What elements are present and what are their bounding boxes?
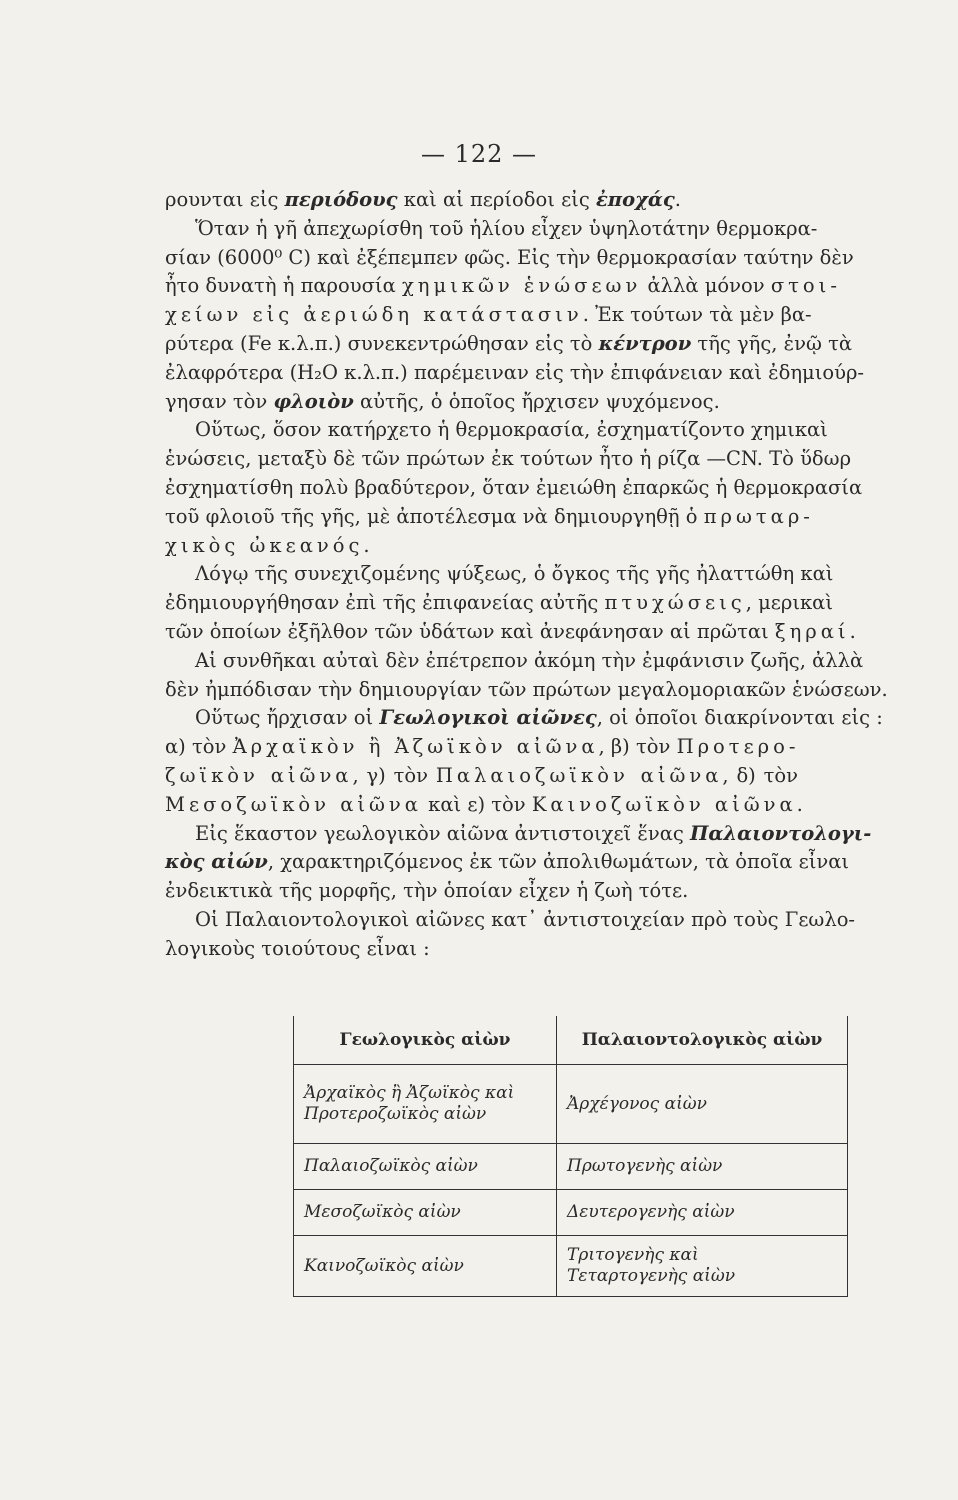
text-span: ρύτερα (Fe κ.λ.π.) συνεκεντρώθησαν εἰς τὸ	[165, 331, 599, 355]
text-span: Οὕτως, ὅσον κατήρχετο ἡ θερμοκρασία, ἐσχηματίζοντο χημικαὶ	[195, 418, 828, 442]
text-line	[165, 186, 798, 215]
cell-line: Τριτογενὴς καὶ	[567, 1245, 699, 1265]
text-line	[165, 848, 850, 877]
table-row	[294, 1144, 848, 1190]
text-span: . Ἐκ τούτων τὰ μὲν βα-	[582, 303, 812, 327]
cell-line: Τεταρτογενὴς αἰὼν	[567, 1266, 736, 1286]
text-line	[165, 272, 841, 301]
text-span: .	[674, 188, 681, 211]
table-cell	[294, 1065, 557, 1144]
text-span: .	[849, 619, 856, 643]
page-number: — 122 —	[420, 140, 538, 168]
text-span: καὶ ε) τὸν	[421, 792, 532, 816]
table-cell	[294, 1190, 557, 1236]
emphasis-term: περιόδους	[284, 188, 398, 211]
text-span: ρουνται εἰς	[165, 188, 285, 211]
text-line	[165, 560, 834, 589]
text-span: Αἱ συνθῆκαι αὐταὶ δὲν ἐπέτρεπον ἀκόμη τὴν ἐμφάνισιν ζωῆς, ἀλλὰ	[195, 648, 864, 672]
text-span: Οὕτως ἤρχισαν οἱ	[195, 706, 380, 730]
text-line	[165, 215, 818, 244]
text-span: ἐλαφρότερα (H₂O κ.λ.π.) παρέμειναν εἰς τὴν ἐπιφάνειαν καὶ ἐδημιούρ-	[165, 360, 865, 384]
cell-line: Παλαιοζωϊκὸς αἰὼν	[304, 1156, 478, 1176]
spaced-term: πτυχώσεις	[604, 591, 746, 615]
spaced-term: Ἀρχαϊκὸν ἢ Ἀζωϊκὸν αἰῶνα	[232, 735, 599, 759]
text-span: ἀλλὰ μόνον	[641, 274, 771, 298]
cell-line: Ἀρχαϊκὸς ἢ Ἀζωϊκὸς καὶ	[304, 1083, 515, 1103]
text-span: ἐσχηματίσθη πολὺ βραδύτερον, ὅταν ἐμειώθη ἐπαρκῶς ἡ θερμοκρασία	[165, 475, 863, 499]
text-line	[165, 589, 833, 618]
text-span: Ὅταν ἡ γῆ ἀπεχωρίσθη τοῦ ἡλίου εἶχεν ὑψηλοτάτην θερμοκρα-	[195, 216, 818, 240]
text-line	[165, 388, 798, 417]
emphasis-term: φλοιὸν	[273, 389, 354, 413]
cell-line: Μεσοζωϊκὸς αἰὼν	[304, 1202, 461, 1222]
text-line	[165, 877, 798, 906]
table-cell	[294, 1144, 557, 1190]
emphasis-term: κέντρον	[598, 331, 692, 355]
text-span: ἐνδεικτικὰ τῆς μορφῆς, τὴν ὁποίαν εἶχεν ἡ ζωὴ τότε.	[165, 879, 689, 903]
text-span: .	[796, 792, 803, 816]
text-span: , οἱ ὁποῖοι διακρίνονται εἰς :	[596, 706, 883, 730]
spaced-term: Προτερο-	[676, 735, 800, 759]
text-span: ἦτο δυνατὴ ἡ παρουσία	[165, 274, 402, 298]
text-line	[165, 676, 888, 705]
text-line	[165, 445, 852, 474]
body-text	[165, 186, 888, 964]
table-cell	[557, 1236, 848, 1297]
text-line	[165, 474, 863, 503]
cell-line: Ἀρχέγονος αἰὼν	[567, 1093, 707, 1114]
text-span: αὐτῆς, ὁ ὁποῖος ἤρχισεν ψυχόμενος.	[353, 389, 720, 413]
spaced-term: στοι-	[770, 274, 841, 298]
text-line	[165, 330, 853, 359]
text-span: ἐδημιουργήθησαν ἐπὶ τῆς ἐπιφανείας αὐτῆς	[165, 591, 605, 615]
spaced-term: ζωϊκὸν αἰῶνα	[165, 763, 353, 787]
spaced-term: ξηραί	[774, 619, 850, 643]
text-line	[165, 935, 798, 964]
text-span: δὲν ἠμπόδισαν τὴν δημιουργίαν τῶν πρώτων μεγαλομοριακῶν ἑνώσεων.	[165, 677, 888, 701]
text-line	[165, 301, 812, 330]
cell-line: Καινοζωϊκὸς αἰὼν	[304, 1255, 464, 1276]
table-cell	[294, 1236, 557, 1297]
text-span: Εἰς ἕκαστον γεωλογικὸν αἰῶνα ἀντιστοιχεῖ ἕνας	[195, 821, 690, 845]
table-cell	[557, 1144, 848, 1190]
text-span: τῶν ὁποίων ἐξῆλθον τῶν ὑδάτων καὶ ἀνεφάνησαν αἱ πρῶται	[165, 619, 775, 643]
text-line	[165, 762, 798, 791]
table-cell	[557, 1190, 848, 1236]
text-line	[165, 618, 856, 647]
cell-line: Δευτερογενὴς αἰὼν	[567, 1202, 735, 1222]
text-line	[165, 820, 872, 849]
text-span: ἑνώσεις, μεταξὺ δὲ τῶν πρώτων ἐκ τούτων ἦτο ἡ ρίζα —CN. Τὸ ὕδωρ	[165, 447, 852, 471]
emphasis-term: Παλαιοντολογι-	[690, 821, 872, 845]
text-line	[165, 791, 803, 820]
table-cell	[557, 1065, 848, 1144]
text-span: λογικοὺς τοιούτους εἶναι :	[165, 936, 430, 960]
text-line	[165, 733, 798, 762]
text-line	[165, 503, 814, 532]
text-span: γησαν τὸν	[165, 389, 274, 413]
spaced-term: χικὸς ὠκεανός	[165, 533, 364, 557]
text-span: καὶ αἱ περίοδοι εἰς	[397, 188, 596, 211]
text-line	[165, 647, 864, 676]
table-row	[294, 1236, 848, 1297]
text-span: , γ) τὸν	[352, 763, 436, 787]
spaced-term: πρωταρ-	[703, 504, 814, 528]
text-span: , μερικαὶ	[745, 591, 833, 615]
text-span: τῆς γῆς, ἐνῷ τὰ	[691, 331, 853, 355]
text-line	[165, 532, 798, 561]
emphasis-term: κὸς αἰών	[165, 850, 268, 874]
text-line	[165, 244, 854, 273]
text-span: , δ) τὸν	[722, 763, 799, 787]
text-span: , χαρακτηριζόμενος ἐκ τῶν ἀπολιθωμάτων, τὰ ὁποῖα εἶναι	[267, 850, 850, 874]
text-span: Λόγῳ τῆς συνεχιζομένης ψύξεως, ὁ ὄγκος τῆς γῆς ἠλαττώθη καὶ	[195, 562, 834, 586]
text-span: τοῦ φλοιοῦ τῆς γῆς, μὲ ἀποτέλεσμα νὰ δημιουργηθῇ ὁ	[165, 504, 704, 528]
table-row	[294, 1190, 848, 1236]
spaced-term: χημικῶν ἑνώσεων	[401, 274, 642, 298]
text-span: Οἱ Παλαιοντολογικοὶ αἰῶνες κατ᾽ ἀντιστοιχείαν πρὸ τοὺς Γεωλο-	[195, 907, 856, 931]
spaced-term: χείων εἰς ἀεριώδη κατάστασιν	[165, 303, 583, 327]
text-line	[165, 416, 828, 445]
column-header-paleontological: Παλαιοντολογικὸς αἰὼν	[557, 1016, 848, 1065]
cell-line: Πρωτογενὴς αἰὼν	[567, 1156, 723, 1176]
spaced-term: Παλαιοζωϊκὸν αἰῶνα	[435, 763, 723, 787]
text-line	[165, 906, 856, 935]
eras-table	[293, 1016, 848, 1297]
table-row	[294, 1065, 848, 1144]
spaced-term: Μεσοζωϊκὸν αἰῶνα	[165, 792, 422, 816]
emphasis-term: ἐποχάς	[595, 188, 675, 211]
text-span: , β) τὸν	[598, 735, 677, 759]
text-line	[165, 359, 865, 388]
text-span: .	[363, 533, 370, 557]
table-header-row	[294, 1016, 848, 1065]
spaced-term: Καινοζωϊκὸν αἰῶνα	[531, 792, 797, 816]
text-line	[165, 704, 883, 733]
emphasis-term: Γεωλογικοὶ αἰῶνες	[379, 706, 597, 730]
cell-line: Προτεροζωϊκὸς αἰὼν	[304, 1104, 487, 1124]
text-span: α) τὸν	[165, 735, 233, 759]
column-header-geological: Γεωλογικὸς αἰὼν	[294, 1016, 557, 1065]
text-span: σίαν (6000⁰ C) καὶ ἐξέπεμπεν φῶς. Εἰς τὴν θερμοκρασίαν ταύτην δὲν	[165, 245, 854, 269]
